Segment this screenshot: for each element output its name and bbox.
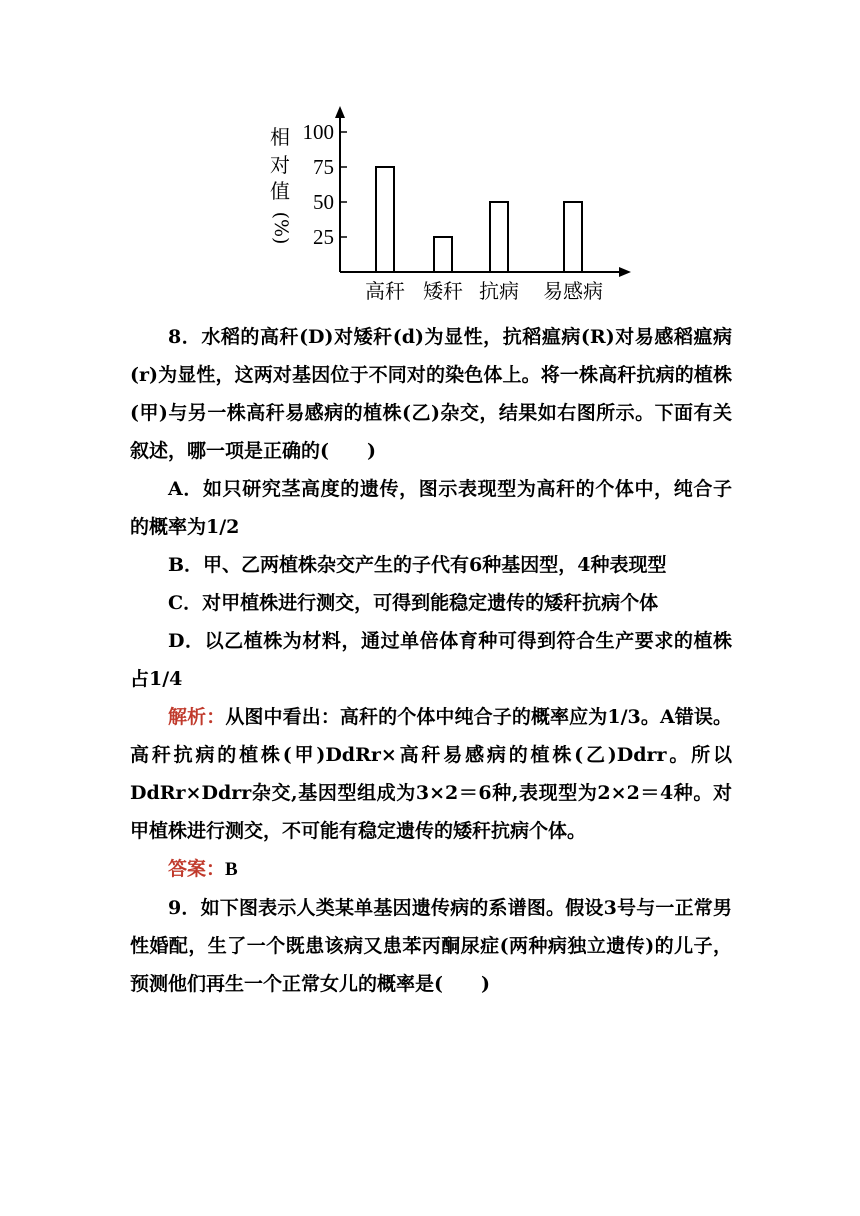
bar-3 [564, 202, 582, 272]
y-axis-label: 相 [270, 125, 290, 149]
y-tick-label: 50 [313, 190, 334, 214]
x-tick-label: 易感病 [543, 279, 603, 303]
bar-2 [490, 202, 508, 272]
answer-label: 答案： [168, 858, 226, 880]
analysis-label: 解析： [168, 706, 226, 728]
q8-option-b: B．甲、乙两植株杂交产生的子代有6种基因型，4种表现型 [168, 554, 667, 576]
q9-stem: 9．如下图表示人类某单基因遗传病的系谱图。假设3号与一正常男性婚配，生了一个既患该病又患苯丙酮尿症(两种病独立遗传)的儿子，预测他们再生一个正常女儿的概率是( ) [130, 897, 732, 995]
y-tick-label: 100 [302, 120, 334, 144]
question-content [130, 318, 732, 1003]
q8-option-c: C．对甲植株进行测交，可得到能稳定遗传的矮秆抗病个体 [168, 592, 659, 614]
x-tick-label: 矮秆 [423, 279, 463, 303]
analysis-text: 从图中看出：高秆的个体中纯合子的概率应为1/3。A错误。高秆抗病的植株(甲)DdRr×高秆易感病的植株(乙)Ddrr。所以DdRr×Ddrr杂交,基因型组成为3×2＝6种,表现型为2×2＝4种。对甲植株进行测交，不可能有稳定遗传的矮秆抗病个体。 [130, 706, 732, 842]
x-tick-label: 高秆 [365, 279, 405, 303]
bar-1 [434, 237, 452, 272]
bar-chart [255, 100, 645, 310]
y-axis-arrow [335, 106, 345, 118]
y-axis-label: 值 [270, 179, 290, 203]
q8-analysis [130, 698, 732, 850]
q8-option-d: D．以乙植株为材料，通过单倍体育种可得到符合生产要求的植株占1/4 [130, 630, 732, 690]
y-axis-label: (%) [270, 211, 292, 245]
answer-text: B [225, 859, 238, 880]
bar-0 [376, 167, 394, 272]
x-axis-arrow [619, 267, 631, 277]
y-tick-label: 75 [313, 155, 334, 179]
x-tick-label: 抗病 [479, 279, 519, 303]
y-axis-label: 对 [270, 153, 290, 177]
q8-answer [130, 850, 732, 889]
q8-stem: 8．水稻的高秆(D)对矮秆(d)为显性，抗稻瘟病(R)对易感稻瘟病(r)为显性，这两对基因位于不同对的染色体上。将一株高秆抗病的植株(甲)与另一株高秆易感病的植株(乙)杂交，结果如右图所示。下面有关叙述，哪一项是正确的( ) [130, 326, 732, 462]
y-tick-label: 25 [313, 225, 334, 249]
q8-option-a: A．如只研究茎高度的遗传，图示表现型为高秆的个体中，纯合子的概率为1/2 [130, 478, 732, 538]
